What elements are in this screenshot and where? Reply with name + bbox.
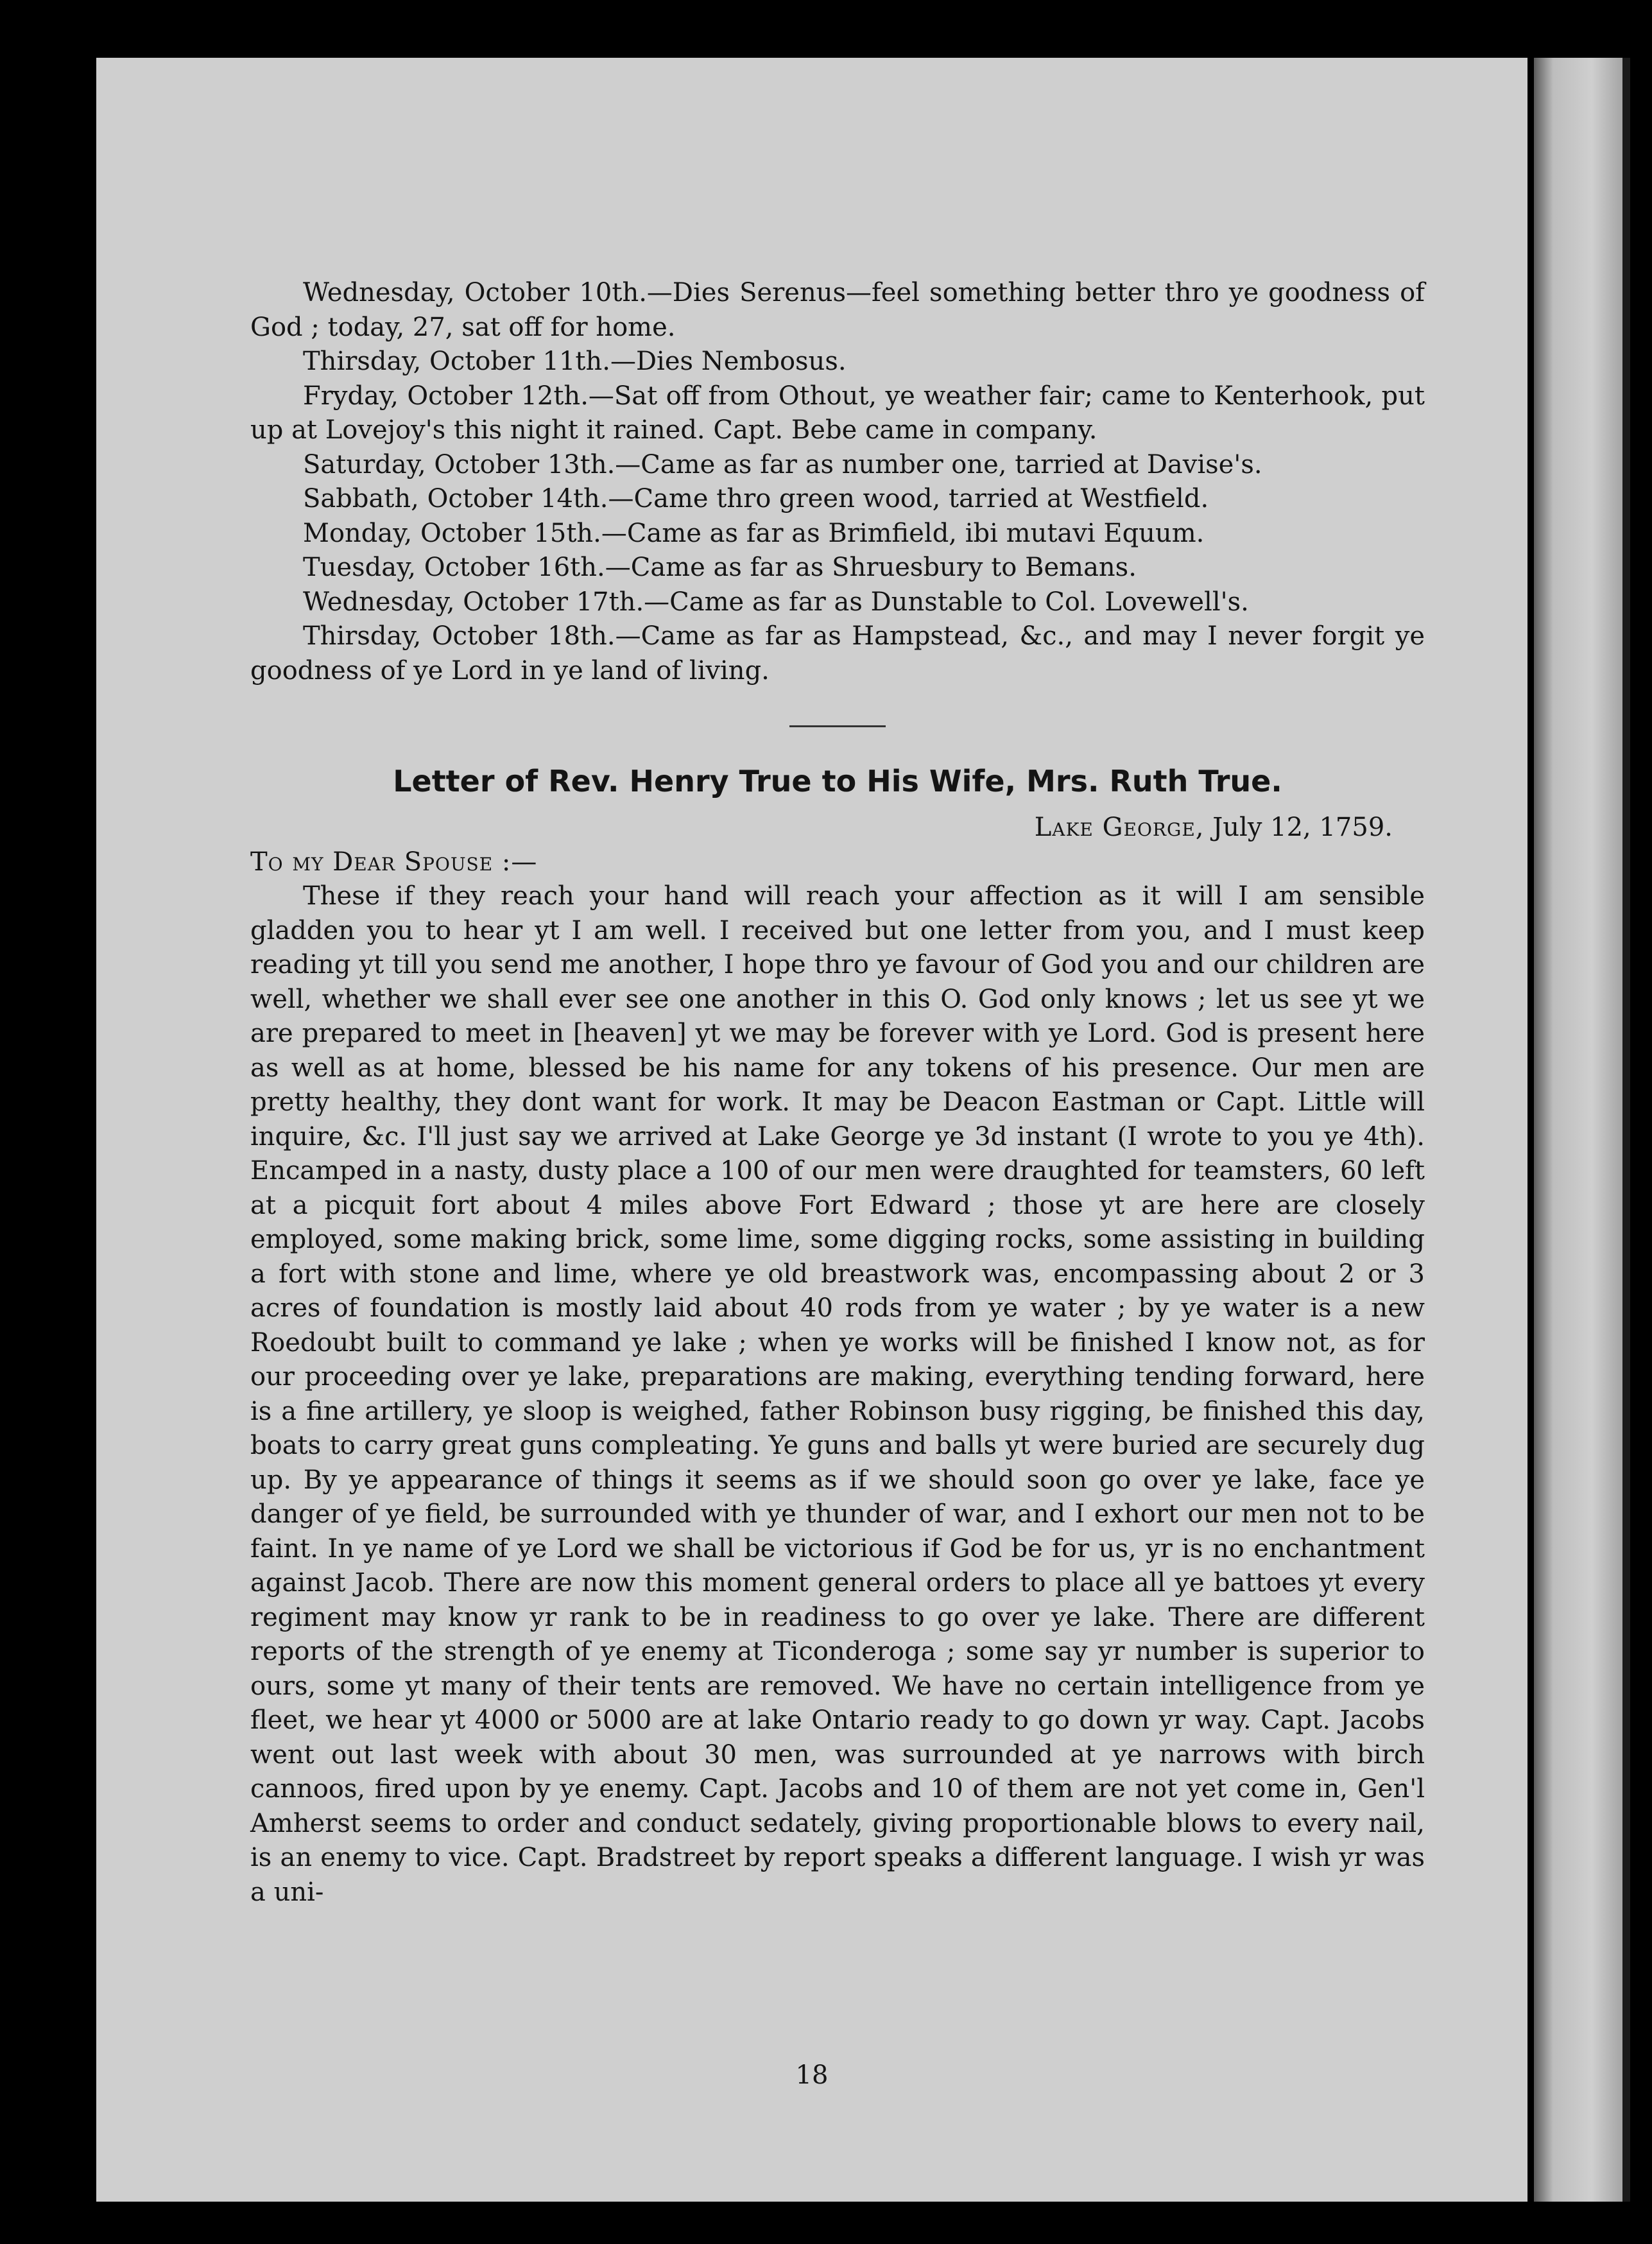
diary-entry: Monday, October 15th.—Came as far as Brimfield, ibi mutavi Equum. — [303, 518, 1205, 548]
diary-entry: Fryday, October 12th.—Sat off from Othout, ye weather fair; came to Kenterhook, put up at Lovejoy's this night it rained. Capt. Bebe came in company. — [250, 381, 1425, 445]
section-divider — [789, 725, 886, 727]
letter-body: These if they reach your hand will reach your affection as it will I am sensible gladden you to hear yt I am well. I received but one letter from you, and I must keep reading yt till you send me another, I hope thro ye favour of God you and our children are well, whether we shall ever see one another in this O. God only knows ; let us see yt we are prepared to meet in [heaven] yt we may be forever with ye Lord. God is present here as well as at home, blessed be his name for any tokens of his presence. Our men are pretty healthy, they dont want for work. It may be Deacon Eastman or Capt. Little will inquire, &c. I'll just say we arrived at Lake George ye 3d instant (I wrote to you ye 4th). Encamped in a nasty, dusty place a 100 of our men were draughted for teamsters, 60 left at a picquit fort about 4 miles above Fort Edward ; those yt are here are closely employed, some making brick, some lime, some digging rocks, some assisting in building a fort with stone and lime, where ye old breastwork was, encompassing about 2 or 3 acres of foundation is mostly laid about 40 rods from ye water ; by ye water is a new Roedoubt built to command ye lake ; when ye works will be finished I know not, as for our proceeding over ye lake, preparations are making, everything tending forward, here is a fine artillery, ye sloop is weighed, father Robinson busy rigging, be finished this day, boats to carry great guns compleating. Ye guns and balls yt were buried are securely dug up. By ye appearance of things it seems as if we should soon go over ye lake, face ye danger of ye field, be surrounded with ye thunder of war, and I exhort our men not to be faint. In ye name of ye Lord we shall be victorious if God be for us, yr is no enchantment against Jacob. There are now this moment general orders to place all ye battoes yt every regiment may know yr rank to be in readiness to go over ye lake. There are different reports of the strength of ye enemy at Ticonderoga ; some say yr number is superior to ours, some yt many of their tents are removed. We have no certain intelligence from ye fleet, we hear yt 4000 or 5000 are at lake Ontario ready to go down yr way. Capt. Jacobs went out last week with about 30 men, was surrounded at ye narrows with birch cannoos, fired upon by ye enemy. Capt. Jacobs and 10 of them are not yet come in, Gen'l Amherst seems to order and conduct sedately, giving proportionable blows to every nail, is an enemy to vice. Capt. Bradstreet by report speaks a different language. I wish yr was a uni- — [250, 881, 1425, 1907]
diary-entry: Wednesday, October 10th.—Dies Serenus—feel something better thro ye goodness of God ; today, 27, sat off for home. — [250, 278, 1425, 342]
diary-entry: Saturday, October 13th.—Came as far as number one, tarried at Davise's. — [303, 449, 1262, 479]
letter-dateline — [250, 811, 1425, 845]
letter-title: Letter of Rev. Henry True to His Wife, Mrs. Ruth True. — [393, 764, 1282, 798]
page-number: 18 — [795, 2060, 829, 2090]
diary-entry: Wednesday, October 17th.—Came as far as Dunstable to Col. Lovewell's. — [303, 587, 1249, 617]
diary-entry: Thirsday, October 18th.—Came as far as Hampstead, &c., and may I never forgit ye goodness of ye Lord in ye land of living. — [250, 621, 1425, 686]
diary-entries — [250, 276, 1425, 688]
letter-place: Lake George, — [1034, 813, 1205, 842]
letter — [250, 761, 1425, 1910]
page-text — [250, 276, 1425, 1910]
letter-salutation: To my Dear Spouse :— — [250, 847, 538, 877]
diary-entry: Tuesday, October 16th.—Came as far as Shruesbury to Bemans. — [303, 553, 1137, 582]
letter-date: July 12, 1759. — [1212, 813, 1393, 842]
book-page — [96, 58, 1527, 2202]
diary-entry: Thirsday, October 11th.—Dies Nembosus. — [303, 347, 847, 376]
diary-entry: Sabbath, October 14th.—Came thro green wood, tarried at Westfield. — [303, 484, 1209, 514]
adjacent-page-edge — [1534, 58, 1630, 2202]
